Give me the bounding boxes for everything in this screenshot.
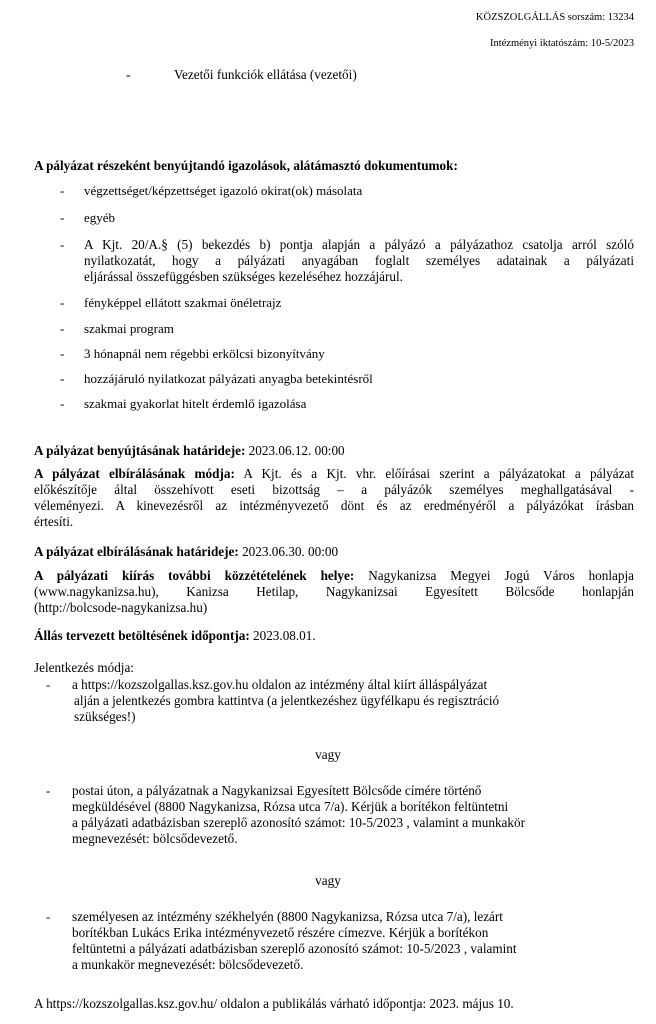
evaluation-method-line: értesíti. (34, 514, 74, 529)
publication-date-note: A https://kozszolgallas.ksz.gov.hu/ oldalon a publikálás várható időpontja: 2023. május 10. (34, 996, 514, 1011)
application-heading: Jelentkezés módja: (34, 660, 134, 675)
publication-label: A pályázati kiírás további közzétételének helye: (34, 568, 355, 583)
publication-line: (http://bolcsode-nagykanizsa.hu) (34, 600, 208, 615)
option-line: alján a jelentkezés gombra kattintva (a jelentkezéshez ügyfélkapu és regisztráció (74, 693, 500, 708)
list-item: egyéb (84, 210, 116, 225)
option-line: a munkakör megnevezését: bölcsődevezető. (72, 957, 304, 972)
list-bullet: - (60, 396, 65, 411)
option-line: szükséges!) (74, 709, 136, 724)
publication-line (34, 568, 634, 584)
option-line: a https://kozszolgallas.ksz.gov.hu oldalon az intézmény által kiírt álláspályázat (72, 677, 488, 692)
list-item-line: eljárással összefüggésben szükséges kezeléséhez hozzájárul. (84, 269, 403, 284)
publication-places (34, 568, 634, 616)
list-bullet: - (60, 183, 65, 198)
decision-deadline-value: 2023.06.30. 00:00 (238, 544, 339, 559)
serial-number: KÖZSZOLGÁLLÁS sorszám: 13234 (475, 12, 634, 23)
option-line: postai úton, a pályázatnak a Nagykanizsai Egyesített Bölcsőde címére történő (72, 783, 482, 798)
evaluation-method-line: véleményezi. A kinevezésről az intézményvezető dönt és az eredményéről a pályázókat írásban (34, 498, 634, 513)
or-separator: vagy (315, 873, 341, 888)
list-bullet: - (46, 677, 51, 692)
list-bullet: - (60, 346, 65, 361)
list-bullet: - (60, 237, 65, 252)
list-item: végzettséget/képzettséget igazoló okirat(ok) másolata (84, 183, 363, 198)
evaluation-method-line: előkészítője által összehívott eseti bizottság – a pályázók személyes meghallgatásával - (34, 482, 634, 497)
evaluation-method-label: A pályázat elbírálásának módja: (34, 466, 235, 481)
option-line: megnevezését: bölcsődevezető. (72, 831, 238, 846)
evaluation-method-text: A Kjt. és a Kjt. vhr. előírásai szerint a pályázatokat a pályázat (234, 466, 634, 481)
list-item: 3 hónapnál nem régebbi erkölcsi bizonyítvány (84, 346, 325, 361)
list-bullet: - (60, 295, 65, 310)
list-item-line: A Kjt. 20/A.§ (5) bekezdés b) pontja alapján a pályázó a pályázathoz csatolja arról szóló (84, 237, 634, 252)
submission-deadline-label: A pályázat benyújtásának határideje: (34, 443, 246, 458)
planned-start-date (34, 628, 316, 644)
decision-deadline (34, 544, 338, 560)
planned-start-date-label: Állás tervezett betöltésének időpontja: (34, 628, 250, 643)
publication-text: Nagykanizsa Megyei Jogú Város honlapja (354, 568, 634, 583)
evaluation-method-line (34, 466, 634, 482)
list-item: fényképpel ellátott szakmai önéletrajz (84, 295, 282, 310)
option-line: feltüntetni a pályázati adatbázisban szereplő azonosító számot: 10-5/2023 , valamint (72, 941, 517, 956)
list-bullet: - (46, 783, 51, 798)
option-line: borítékban Lukács Erika intézményvezető részére címezve. Kérjük a borítékon (72, 925, 489, 940)
option-line: személyesen az intézmény székhelyén (8800 Nagykanizsa, Rózsa utca 7/a), lezárt (72, 909, 503, 924)
option-line: megküldésével (8800 Nagykanizsa, Rózsa utca 7/a). Kérjük a borítékon feltüntetni (72, 799, 509, 814)
application-option-postal (72, 783, 525, 847)
application-option-online (72, 677, 499, 725)
submission-deadline-value: 2023.06.12. 00:00 (245, 443, 345, 458)
list-item: szakmai gyakorlat hitelt érdemlő igazolása (84, 396, 307, 411)
list-bullet: - (60, 210, 65, 225)
or-separator: vagy (315, 747, 341, 762)
registry-number: Intézményi iktatószám: 10-5/2023 (489, 38, 634, 49)
documents-heading: A pályázat részeként benyújtandó igazolások, alátámasztó dokumentumok: (34, 158, 458, 173)
publication-line: (www.nagykanizsa.hu), Kanizsa Hetilap, Nagykanizsai Egyesített Bölcsőde honlapján (34, 584, 634, 599)
list-item-line: nyilatkozatát, hogy a pályázati anyagában foglalt személyes adatainak a pályázati (84, 253, 634, 268)
application-option-personal (72, 909, 517, 973)
list-bullet: - (60, 321, 65, 336)
list-item: szakmai program (84, 321, 174, 336)
submission-deadline (34, 443, 345, 459)
list-bullet: - (46, 909, 51, 924)
planned-start-date-value: 2023.08.01. (249, 628, 316, 643)
evaluation-method (34, 466, 634, 530)
leadership-function-item: Vezetői funkciók ellátása (vezetői) (174, 67, 357, 82)
option-line: a pályázati adatbázisban szereplő azonosító számot: 10-5/2023 , valamint a munkakör (72, 815, 525, 830)
list-item (84, 237, 634, 285)
bullet-dash: - (126, 67, 131, 82)
list-bullet: - (60, 371, 65, 386)
decision-deadline-label: A pályázat elbírálásának határideje: (34, 544, 239, 559)
list-item: hozzájáruló nyilatkozat pályázati anyagba betekintésről (84, 371, 373, 386)
